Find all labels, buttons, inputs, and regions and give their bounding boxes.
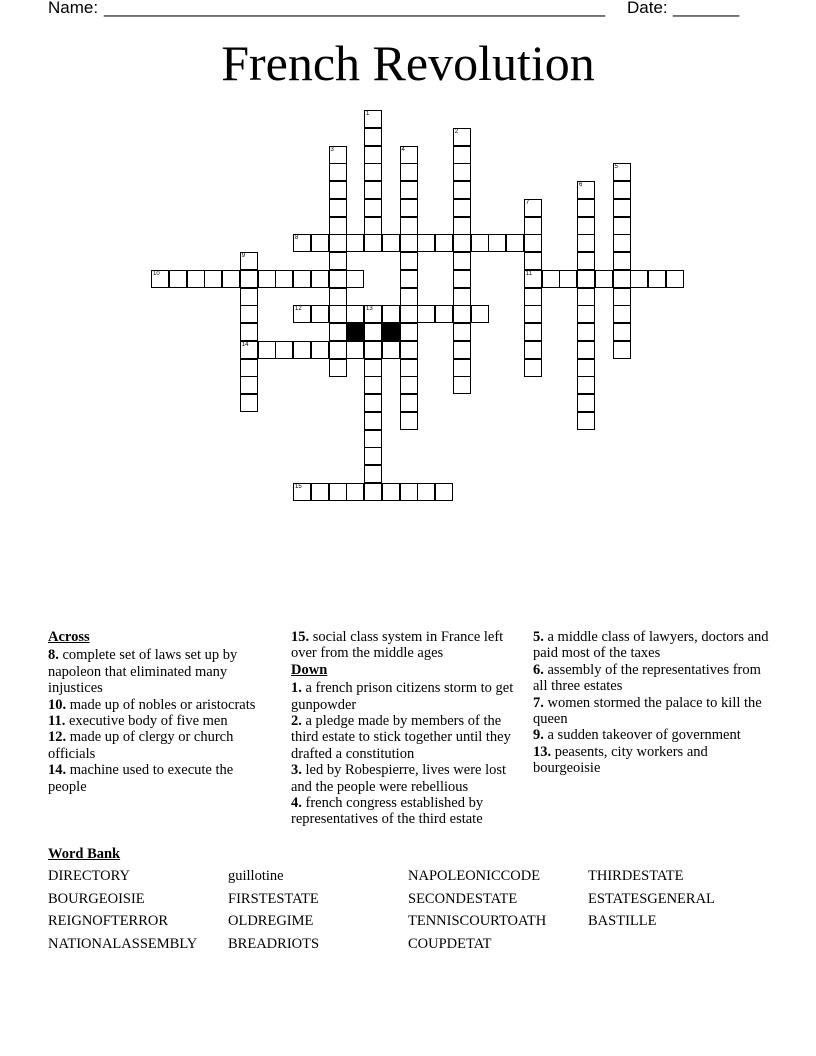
grid-cell[interactable] [364,447,382,465]
word-bank-item: THIRDESTATE [588,868,684,884]
grid-cell[interactable] [524,270,542,288]
grid-cell[interactable] [169,270,187,288]
grid-cell[interactable] [364,199,382,217]
clue-number: 4 [401,146,405,153]
grid-cell[interactable] [364,234,382,252]
grid-cell[interactable] [240,270,258,288]
clue-item-text: a pledge made by members of the third estate to stick together until they drafted a constitution [291,713,511,762]
clue-item-number: 1. [291,680,302,697]
grid-cell[interactable] [524,199,542,217]
grid-cell[interactable] [613,305,631,323]
grid-cell[interactable] [329,217,347,235]
word-bank-item: BOURGEOISIE [48,890,145,907]
grid-cell[interactable] [364,430,382,448]
clue-item-number: 7. [533,694,544,711]
clue-item-number: 8. [48,647,59,664]
grid-cell[interactable] [435,234,453,252]
grid-cell[interactable] [524,252,542,270]
grid-cell[interactable] [666,270,684,288]
grid-cell[interactable] [577,323,595,341]
grid-cell[interactable] [275,270,293,288]
grid-cell[interactable] [577,217,595,235]
grid-cell[interactable] [613,163,631,181]
clue-item-text: led by Robespierre, lives were lost and the people were rebellious [291,762,507,795]
grid-cell[interactable] [329,288,347,306]
grid-cell[interactable] [453,341,471,359]
clue-item-text: complete set of laws set up by napoleon that eliminated many injustices [48,647,238,697]
grid-cell[interactable] [471,305,489,323]
grid-cell[interactable] [240,341,258,359]
clue-item [291,713,526,762]
clue-item-number: 3. [291,762,302,779]
grid-cell[interactable] [293,234,311,252]
clue-item-text: made up of nobles or aristocrats [66,696,256,713]
grid-cell[interactable] [613,252,631,270]
grid-cell[interactable] [364,341,382,359]
grid-cell[interactable] [258,341,276,359]
grid-cell[interactable] [613,181,631,199]
word-bank-item: guillotine [228,868,284,884]
clue-item [533,629,773,662]
grid-cell[interactable] [311,483,329,501]
grid-cell[interactable] [364,394,382,412]
grid-cell[interactable] [506,234,524,252]
grid-cell[interactable] [400,376,418,394]
grid-cell[interactable] [275,341,293,359]
grid-cell[interactable] [187,270,205,288]
grid-cell[interactable] [293,270,311,288]
grid-cell[interactable] [613,234,631,252]
clue-number: 7 [525,199,530,206]
clue-item-number: 6. [533,661,544,678]
clue-number: 2 [454,128,459,135]
grid-cell[interactable] [382,483,400,501]
clue-item [291,629,526,662]
grid-cell[interactable] [524,359,542,377]
clue-number: 13 [366,306,373,313]
grid-cell[interactable] [400,163,418,181]
clue-number: 9 [241,253,246,259]
grid-cell[interactable] [435,305,453,323]
grid-cell[interactable] [400,181,418,199]
clue-item-number: 13. [533,743,552,760]
clue-item-number: 14. [48,762,67,779]
clue-item [48,697,270,713]
grid-cell[interactable] [577,288,595,306]
word-bank-item: ESTATESGENERAL [588,890,715,907]
grid-cell[interactable] [577,412,595,430]
clue-item-text: french congress established by representatives of the third estate [291,795,484,828]
grid-cell[interactable] [453,270,471,288]
grid-cell[interactable] [577,181,595,199]
grid-cell[interactable] [400,483,418,501]
grid-cell[interactable] [293,305,311,323]
black-square [346,323,364,341]
grid-cell[interactable] [346,341,364,359]
word-bank-heading: Word Bank [48,846,121,862]
grid-cell[interactable] [453,376,471,394]
grid-cell[interactable] [240,394,258,412]
clue-item-number: 15. [291,629,310,645]
clue-number: 12 [295,306,302,313]
grid-cell[interactable] [329,252,347,270]
grid-cell[interactable] [329,199,347,217]
grid-cell[interactable] [595,270,613,288]
grid-cell[interactable] [346,483,364,501]
grid-cell[interactable] [329,181,347,199]
clue-item [533,695,773,728]
clue-number: 8 [295,235,299,242]
grid-cell[interactable] [329,234,347,252]
grid-cell[interactable] [346,270,364,288]
clue-number: 5 [614,164,618,171]
clue-item-text: executive body of five men [65,713,228,730]
clue-item-number: 10. [48,696,67,713]
grid-cell[interactable] [329,146,347,164]
grid-cell[interactable] [240,252,258,270]
clue-number: 10 [153,270,160,277]
clues-column-2 [291,629,526,828]
clue-number: 15 [295,483,302,490]
clue-item-text: a french prison citizens storm to get gunpowder [291,680,514,713]
grid-cell[interactable] [364,412,382,430]
grid-cell[interactable] [400,199,418,217]
grid-cell[interactable] [577,270,595,288]
clue-item [291,762,526,795]
grid-cell[interactable] [613,199,631,217]
grid-cell[interactable] [400,288,418,306]
name-label: Name: [48,0,99,17]
clue-item-number: 4. [291,795,302,812]
grid-cell[interactable] [400,394,418,412]
grid-cell[interactable] [630,270,648,288]
grid-cell[interactable] [400,359,418,377]
grid-cell[interactable] [364,359,382,377]
clue-item-text: social class system in France left over from the middle ages [291,629,504,662]
word-bank-item: FIRSTESTATE [228,890,319,907]
grid-cell[interactable] [222,270,240,288]
date-field[interactable]: _______ [673,0,740,17]
grid-cell[interactable] [400,341,418,359]
grid-cell[interactable] [382,305,400,323]
clue-item-number: 11. [48,713,66,730]
grid-cell[interactable] [240,376,258,394]
word-bank-item: NATIONALASSEMBLY [48,936,198,953]
clue-item-number: 9. [533,727,544,744]
grid-cell[interactable] [346,234,364,252]
grid-cell[interactable] [613,323,631,341]
clue-item-text: women stormed the palace to kill the queen [533,694,762,728]
word-bank-item: BASTILLE [588,913,657,930]
word-bank-item: OLDREGIME [228,913,314,930]
clue-item [533,727,773,743]
grid-cell[interactable] [524,341,542,359]
clue-item-text: a sudden takeover of government [543,727,741,744]
grid-cell[interactable] [524,305,542,323]
clues-column-1 [48,629,270,795]
grid-cell[interactable] [400,323,418,341]
grid-cell[interactable] [524,323,542,341]
grid-cell[interactable] [453,146,471,164]
grid-cell[interactable] [240,305,258,323]
grid-cell[interactable] [258,270,276,288]
grid-cell[interactable] [400,146,418,164]
grid-cell[interactable] [524,288,542,306]
grid-cell[interactable] [329,163,347,181]
clue-item [533,744,773,777]
grid-cell[interactable] [400,234,418,252]
word-bank-item: COUPDETAT [408,936,492,953]
grid-cell[interactable] [364,181,382,199]
grid-cell[interactable] [648,270,666,288]
grid-cell[interactable] [613,217,631,235]
grid-cell[interactable] [577,376,595,394]
grid-cell[interactable] [382,341,400,359]
grid-cell[interactable] [311,341,329,359]
clue-item-text: made up of clergy or church officials [48,729,234,762]
grid-cell[interactable] [453,288,471,306]
word-bank-item: BREADRIOTS [228,936,320,953]
grid-cell[interactable] [382,234,400,252]
grid-cell[interactable] [400,217,418,235]
grid-cell[interactable] [577,341,595,359]
grid-cell[interactable] [329,341,347,359]
grid-cell[interactable] [364,323,382,341]
grid-cell[interactable] [151,270,169,288]
grid-cell[interactable] [577,199,595,217]
grid-cell[interactable] [311,305,329,323]
grid-cell[interactable] [293,483,311,501]
grid-cell[interactable] [453,305,471,323]
grid-cell[interactable] [364,483,382,501]
grid-cell[interactable] [364,128,382,146]
crossword-grid [0,0,816,520]
grid-cell[interactable] [453,252,471,270]
grid-cell[interactable] [364,146,382,164]
grid-cell[interactable] [400,305,418,323]
grid-cell[interactable] [240,359,258,377]
clue-number: 14 [241,341,249,348]
clue-number: 11 [525,270,533,277]
clue-item [48,713,270,729]
clue-item-text: peasents, city workers and bourgeoisie [533,743,708,777]
word-bank-item: NAPOLEONICCODE [408,868,541,884]
grid-cell[interactable] [559,270,577,288]
grid-cell[interactable] [453,163,471,181]
grid-cell[interactable] [311,234,329,252]
grid-cell[interactable] [364,217,382,235]
down-heading: Down [291,661,328,678]
grid-cell[interactable] [364,376,382,394]
clue-number: 3 [330,146,334,153]
grid-cell[interactable] [524,234,542,252]
grid-cell[interactable] [329,323,347,341]
grid-cell[interactable] [453,234,471,252]
grid-cell[interactable] [329,270,347,288]
grid-cell[interactable] [400,412,418,430]
grid-cell[interactable] [613,341,631,359]
date-label: Date: [627,0,668,17]
clue-item-text: a middle class of lawyers, doctors and paid most of the taxes [533,629,769,662]
grid-cell[interactable] [293,341,311,359]
grid-cell[interactable] [329,359,347,377]
word-bank-item: REIGNOFTERROR [48,913,169,930]
word-bank-item: SECONDESTATE [408,890,518,907]
grid-cell[interactable] [577,359,595,377]
clue-item [533,662,773,695]
grid-cell[interactable] [542,270,560,288]
grid-cell[interactable] [364,163,382,181]
grid-cell[interactable] [240,288,258,306]
grid-cell[interactable] [204,270,222,288]
grid-cell[interactable] [488,234,506,252]
grid-cell[interactable] [577,394,595,412]
grid-cell[interactable] [435,483,453,501]
clue-item [48,647,270,696]
grid-cell[interactable] [453,181,471,199]
clue-item-text: machine used to execute the people [48,762,234,795]
grid-cell[interactable] [417,234,435,252]
clue-number: 1 [366,111,370,117]
grid-cell[interactable] [240,323,258,341]
grid-cell[interactable] [311,270,329,288]
grid-cell[interactable] [453,128,471,146]
across-heading: Across [48,629,90,645]
grid-cell[interactable] [364,465,382,483]
grid-cell[interactable] [577,234,595,252]
clue-item [48,729,270,762]
clues-column-3 [533,629,773,777]
grid-cell[interactable] [364,305,382,323]
grid-cell[interactable] [329,305,347,323]
grid-cell[interactable] [577,252,595,270]
grid-cell[interactable] [453,323,471,341]
clue-item-number: 5. [533,629,544,645]
name-field[interactable]: _____________________________________________________ [104,0,606,17]
grid-cell[interactable] [453,359,471,377]
grid-cell[interactable] [453,217,471,235]
clue-item [48,762,270,795]
grid-cell[interactable] [471,234,489,252]
word-bank-item: DIRECTORY [48,868,130,884]
grid-cell[interactable] [364,110,382,128]
clue-number: 6 [579,182,583,188]
clue-item [291,795,526,828]
grid-cell[interactable] [613,288,631,306]
page-title: French Revolution [221,35,595,91]
grid-cell[interactable] [453,199,471,217]
grid-cell[interactable] [613,270,631,288]
black-square [382,323,400,341]
grid-cell[interactable] [417,483,435,501]
grid-cell[interactable] [577,305,595,323]
clue-item [291,680,526,713]
grid-cell[interactable] [400,252,418,270]
clue-item-text: assembly of the representatives from all three estates [533,661,761,695]
grid-cell[interactable] [524,217,542,235]
clue-item-number: 12. [48,729,67,746]
grid-cell[interactable] [417,305,435,323]
grid-cell[interactable] [329,483,347,501]
clue-item-number: 2. [291,713,302,730]
grid-cell[interactable] [346,305,364,323]
word-bank-item: TENNISCOURTOATH [408,913,547,930]
grid-cell[interactable] [400,270,418,288]
